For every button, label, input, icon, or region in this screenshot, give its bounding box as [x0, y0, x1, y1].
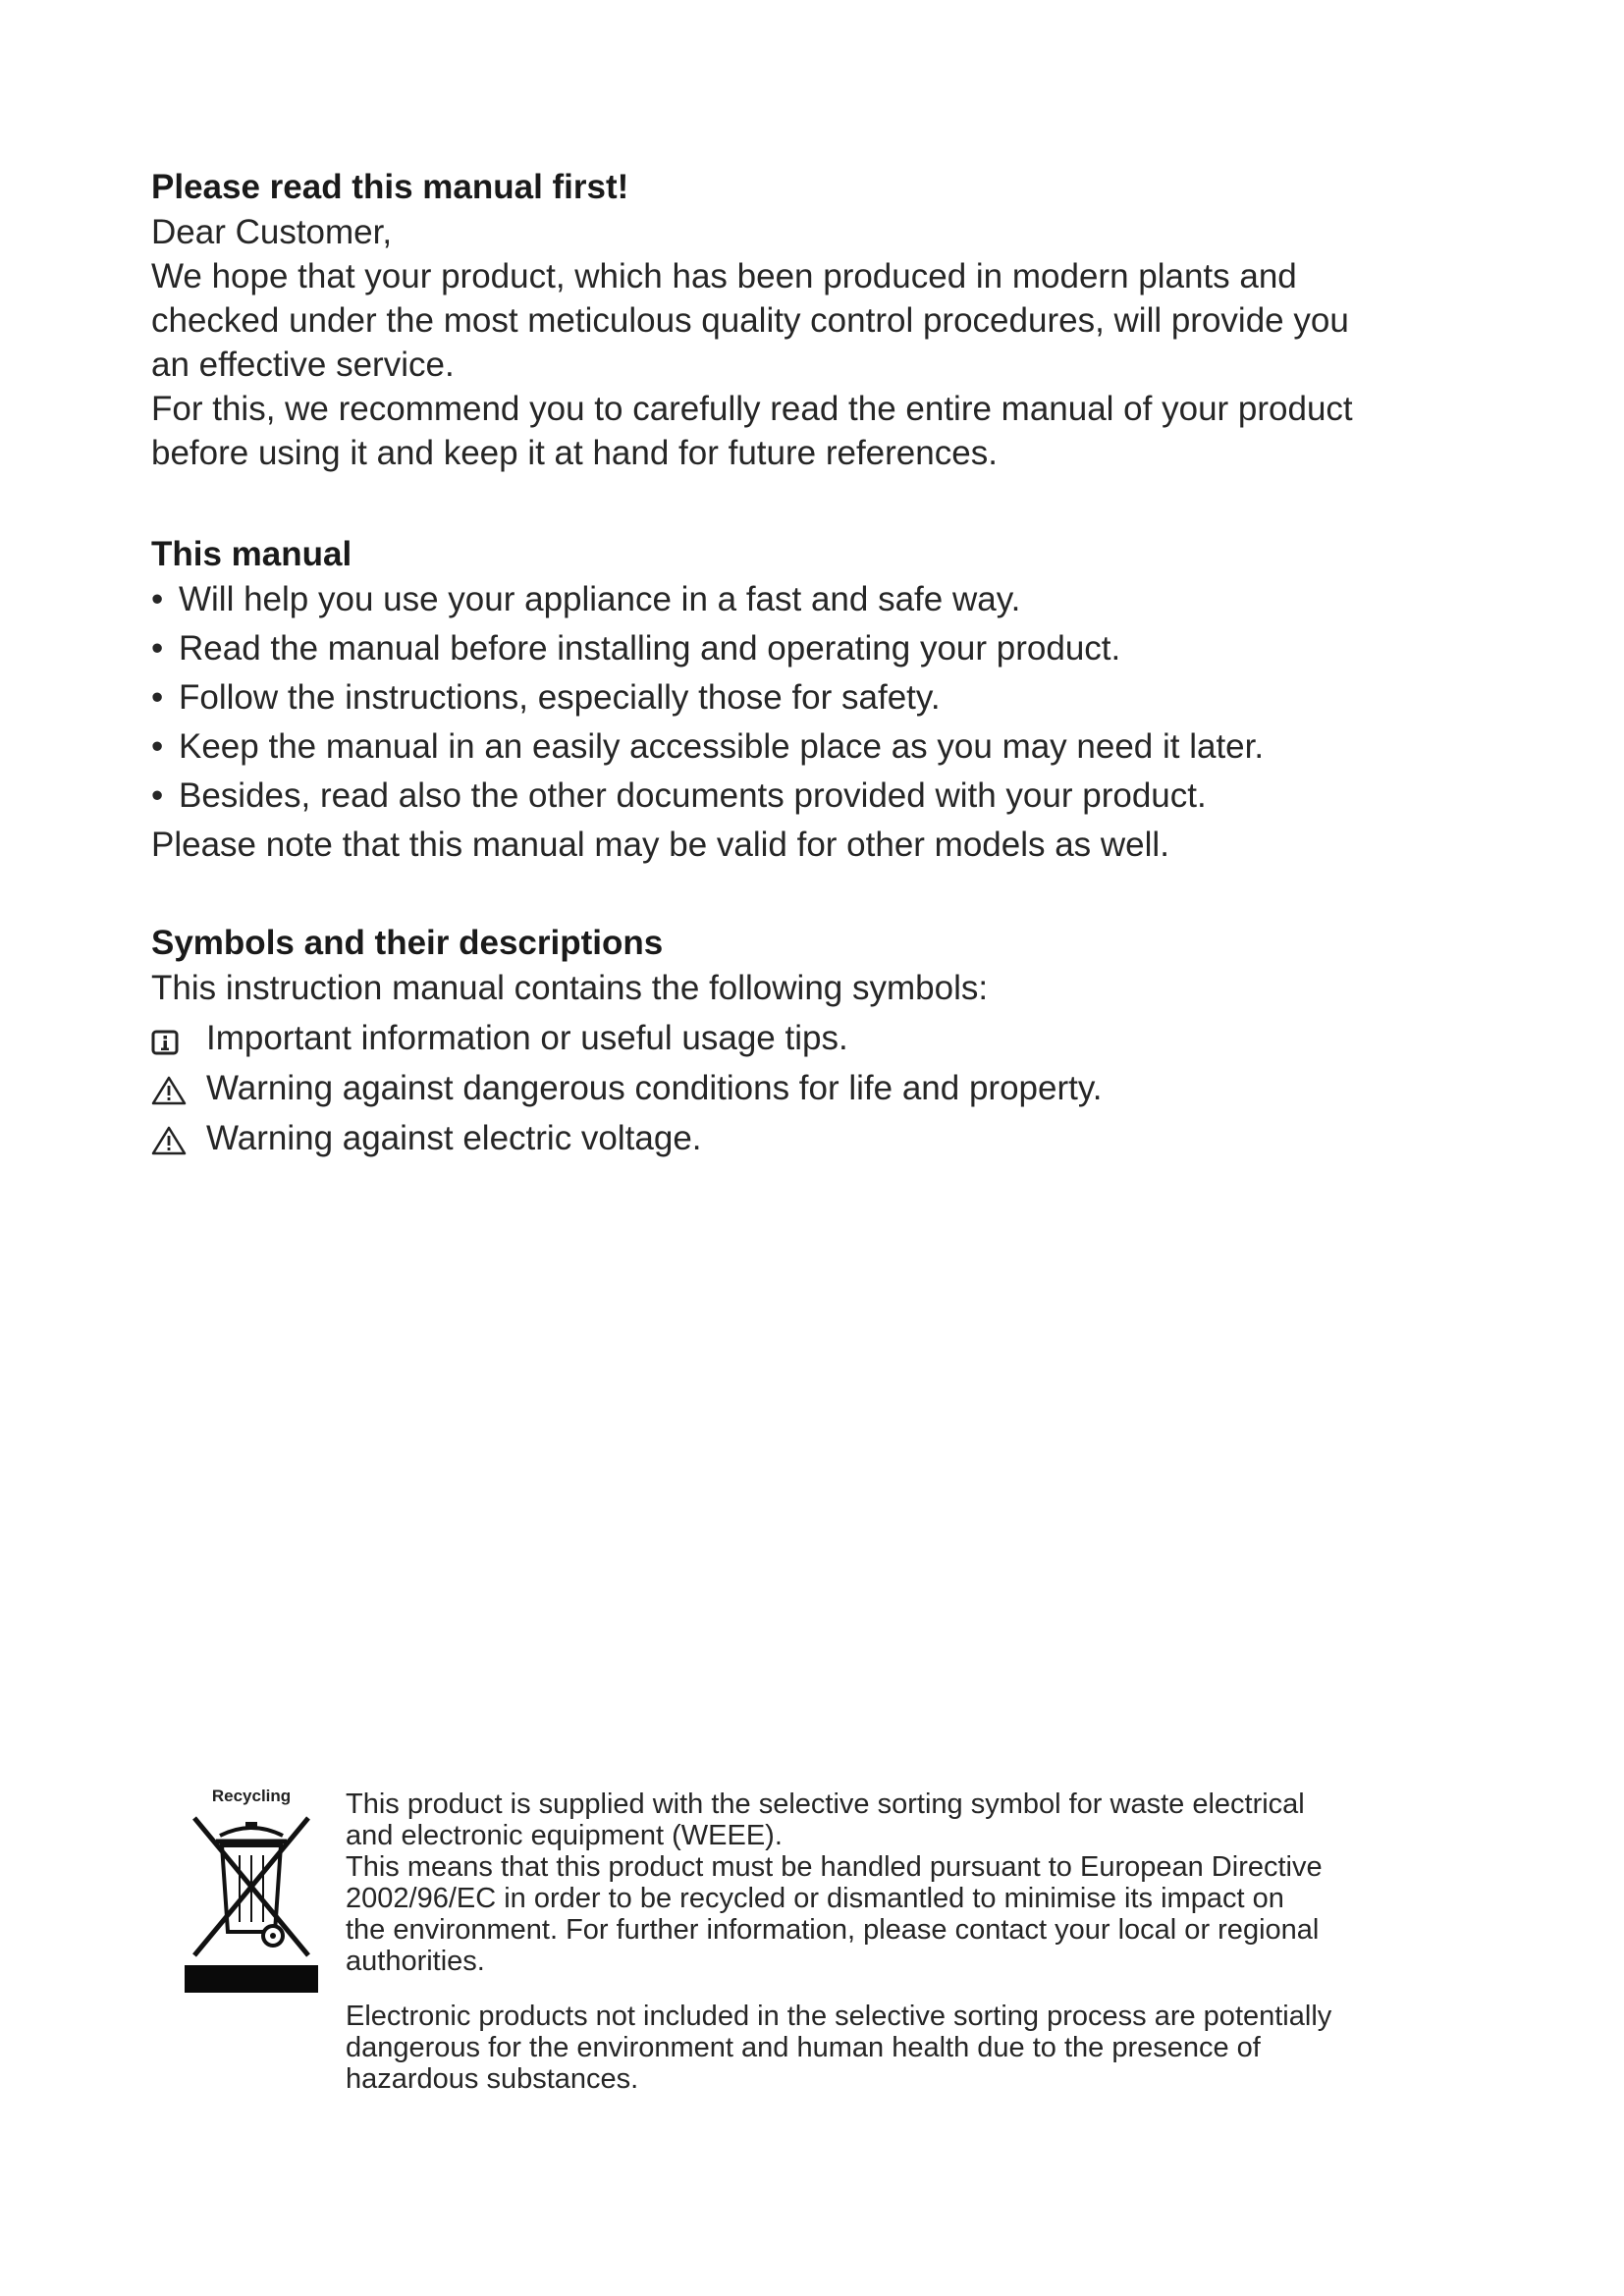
intro-paragraph-line: We hope that your product, which has been produced in modern plants and [151, 257, 1297, 295]
symbol-description: Warning against dangerous conditions for life and property. [206, 1069, 1103, 1107]
list-item [151, 626, 1264, 670]
list-item-text: Will help you use your appliance in a fast and safe way. [179, 580, 1021, 618]
intro-paragraph-line: For this, we recommend you to carefully read the entire manual of your product [151, 390, 1353, 428]
weee-text-block [346, 1789, 1426, 2095]
weee-line: and electronic equipment (WEEE). [346, 1820, 783, 1851]
symbol-row [151, 1066, 1102, 1110]
info-icon [151, 1023, 187, 1054]
symbol-row [151, 1016, 1102, 1060]
warning-triangle-icon [151, 1123, 187, 1154]
weee-line: authorities. [346, 1946, 485, 1977]
symbols-heading: Symbols and their descriptions [151, 924, 664, 962]
warning-triangle-icon [151, 1073, 187, 1104]
bullet-glyph: • [151, 629, 164, 667]
weee-line: 2002/96/EC in order to be recycled or dismantled to minimise its impact on [346, 1883, 1284, 1914]
recycling-label: Recycling [211, 1787, 292, 1805]
symbols-intro: This instruction manual contains the following symbols: [151, 969, 989, 1007]
list-item [151, 724, 1264, 769]
intro-paragraph-line: an effective service. [151, 346, 455, 384]
list-item [151, 577, 1264, 621]
list-item-text: Follow the instructions, especially those for safety. [179, 678, 941, 717]
intro-paragraph-line: checked under the most meticulous quality control procedures, will provide you [151, 301, 1349, 340]
list-item-text: Besides, read also the other documents provided with your product. [179, 776, 1207, 815]
weee-symbol [183, 1787, 320, 1998]
intro-section [151, 165, 1353, 475]
list-item-text: Read the manual before installing and operating your product. [179, 629, 1121, 667]
weee-line: hazardous substances. [346, 2063, 639, 2095]
greeting: Dear Customer, [151, 213, 393, 251]
intro-heading: Please read this manual first! [151, 168, 629, 206]
manual-heading: This manual [151, 535, 352, 573]
bullet-glyph: • [151, 776, 164, 815]
manual-section [151, 532, 1264, 867]
weee-line: Electronic products not included in the selective sorting process are potentially [346, 2001, 1332, 2032]
weee-line: This product is supplied with the selective sorting symbol for waste electrical [346, 1789, 1305, 1820]
weee-line: dangerous for the environment and human health due to the presence of [346, 2032, 1261, 2063]
list-item [151, 774, 1264, 818]
bullet-glyph: • [151, 580, 164, 618]
symbols-section [151, 921, 1102, 1166]
bullet-glyph: • [151, 727, 164, 766]
list-item-text: Keep the manual in an easily accessible place as you may need it later. [179, 727, 1265, 766]
bullet-glyph: • [151, 678, 164, 717]
symbol-description: Important information or useful usage tips. [206, 1019, 848, 1057]
symbol-row [151, 1116, 1102, 1160]
manual-note: Please note that this manual may be valid for other models as well. [151, 826, 1169, 864]
weee-line: This means that this product must be handled pursuant to European Directive [346, 1851, 1323, 1883]
list-item [151, 675, 1264, 720]
symbol-description: Warning against electric voltage. [206, 1119, 702, 1157]
weee-line: the environment. For further information, please contact your local or regional [346, 1914, 1320, 1946]
intro-paragraph-line: before using it and keep it at hand for future references. [151, 434, 998, 472]
crossed-bin-icon [183, 1806, 320, 1993]
